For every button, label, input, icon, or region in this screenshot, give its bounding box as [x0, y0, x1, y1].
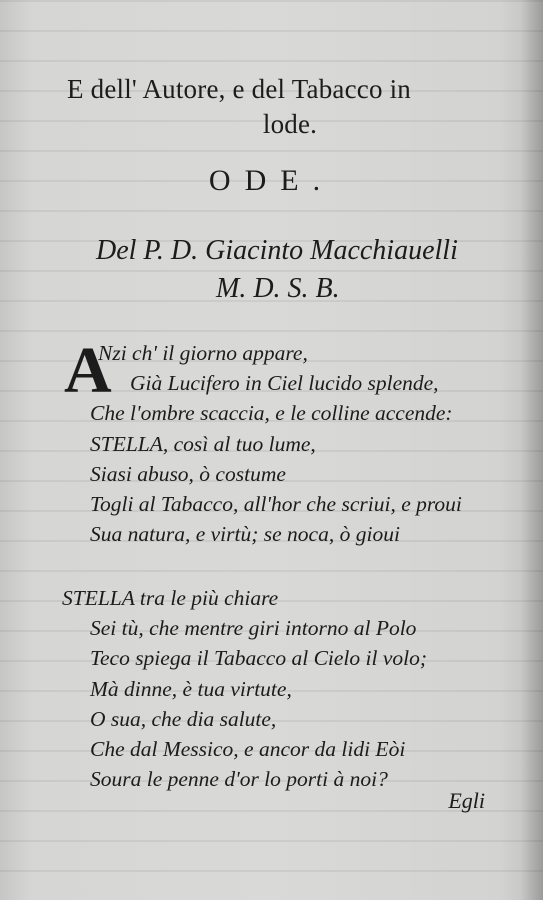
drop-cap: A — [64, 334, 112, 407]
verse-line: Nzi ch' il giorno appare, — [98, 341, 308, 365]
verse-line: Siasi abuso, ò costume — [90, 461, 286, 486]
ode-title: ODE. — [208, 164, 335, 197]
verse-line: Sei tù, che mentre giri intorno al Polo — [90, 616, 417, 641]
verse-line: Già Lucifero in Ciel lucido splende, — [130, 371, 439, 396]
verse-line: Che dal Messico, e ancor da lidi Eòi — [90, 737, 406, 762]
heading-line-1: E dell' Autore, e del Tabacco in — [67, 74, 412, 104]
verse-line: Togli al Tabacco, all'hor che scriui, e proui — [90, 492, 462, 517]
catchword: Egli — [448, 788, 485, 813]
verse-line: Teco spiega il Tabacco al Cielo il volo; — [90, 646, 428, 671]
author-name: Del P. D. Giacinto Macchiauelli — [96, 235, 458, 266]
stanza-2 — [62, 583, 502, 794]
author-order: M. D. S. B. — [216, 273, 340, 304]
verse-line: STELLA, così al tuo lume, — [90, 431, 316, 456]
heading-line-2: lode. — [262, 109, 318, 139]
verse-line: Mà dinne, è tua virtute, — [90, 676, 292, 701]
page-heading — [62, 72, 522, 142]
author-attribution — [96, 232, 516, 308]
verse-line: STELLA tra le più chiare — [62, 586, 279, 610]
verse-line: Soura le penne d'or lo porti à noi? — [90, 767, 388, 792]
verse-line: O sua, che dia salute, — [90, 706, 277, 731]
verse-line: Sua natura, e virtù; se noca, ò gioui — [90, 522, 400, 547]
verse-line: Che l'ombre scaccia, e le colline accende: — [90, 401, 453, 426]
stanza-1 — [90, 338, 530, 549]
